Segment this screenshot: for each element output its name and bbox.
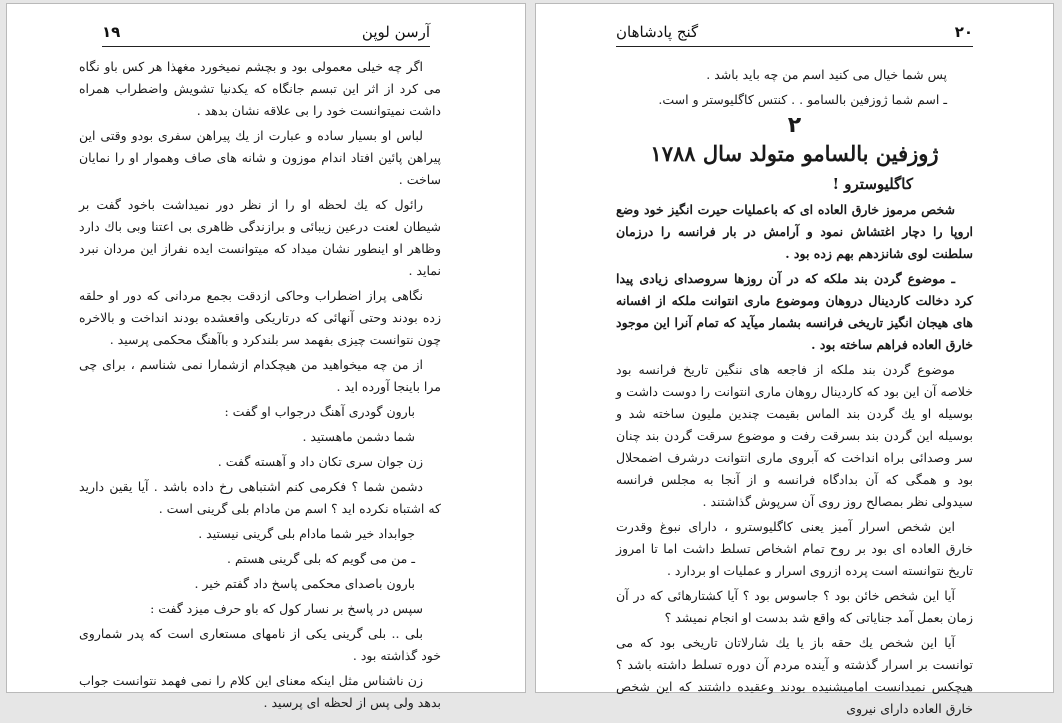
chapter-title: ژوزفین بالسامو متولد سال ۱۷۸۸ — [650, 141, 939, 166]
paragraph: نگاهی پراز اضطراب وحاکی ازدقت بجمع مردانی که دور او حلقه زده بودند وحتی آنهائی که درتاریکی واقعشده بودند انداخت و بالاخره چون نتوانست چیزی بفهمد سر بلندکرد و باآهنگ محکمی پرسید . — [79, 288, 441, 347]
right-paragraphs — [616, 199, 973, 720]
right-page-body — [616, 64, 973, 723]
right-running-title: گنج پادشاهان — [616, 23, 699, 41]
paragraph: بارون گودری آهنگ درجواب او گفت : — [224, 404, 415, 419]
paragraph: بارون باصدای محکمی پاسخ داد گفتم خیر . — [194, 576, 415, 591]
paragraph: شما دشمن ماهستید . — [302, 429, 415, 444]
paragraph: آیا این شخص یك حقه باز یا یك شارلاتان تاریخی بود که می توانست بر اسرار گذشته و آینده مردم آن دوره تسلط داشته باشد ؟ هیچکس نمیدانست امامیشنیده بودند وعقیده داشتند که این شخص خارق العاده دارای نیروی — [616, 635, 973, 716]
right-page-number: ۲۰ — [954, 23, 973, 41]
paragraph: آیا این شخص خائن بود ؟ جاسوس بود ؟ آیا کشتارهائی که در آن زمان بعمل آمد جنایاتی که واقع شد بدست او انجام نمیشد ؟ — [616, 588, 973, 625]
paragraph: ـ موضوع گردن بند ملکه که در آن روزها سروصدای زیادی پیدا کرد دخالت کاردینال دروهان وموضوع ماری انتوانت ملکه از افسانه های هیجان انگیز تاریخی فرانسه بشمار میآید که تمام آنرا این موجود خارق العاده فراهم ساخته بود . — [616, 271, 973, 352]
left-page — [6, 3, 526, 710]
section-subtitle: کاگلیوسترو ! — [832, 175, 913, 193]
paragraph: زن ناشناس مثل اینکه معنای این کلام را نمی فهمد نتوانست جواب بدهد ولی پس از لحظه ای پرسید . — [79, 673, 441, 710]
chapter-number: ۲ — [787, 113, 802, 138]
paragraph: رائول که یك لحظه او را از نظر دور نمیداشت باخود گفت بر شیطان لعنت درعین زیبائی و برازندگی ظاهری بی اعتنا وبی باك دارد وظاهر او اینطور نشان میداد که میتوانست ایده نفراز این مردان نبرد نماید . — [79, 197, 441, 278]
intro-line: پس شما خیال می کنید اسم من چه باید باشد . — [706, 67, 947, 82]
left-running-title: آرسن لوپن — [361, 23, 430, 41]
paragraph: زن جوان سری تکان داد و آهسته گفت . — [217, 454, 423, 469]
left-page-number: ۱۹ — [102, 23, 121, 41]
intro-line: ـ اسم شما ژوزفین بالسامو . . کنتس کاگلیوستر و است. — [658, 92, 947, 107]
paragraph: اگر چه خیلی معمولی بود و بچشم نمیخورد مغهذا هر کس باو نگاه می کرد از اثر این تبسم جانگاه که یکدنیا تشویش واضطراب همراه داشت نمیتوانست خود را بی علاقه نشان بدهد . — [79, 59, 441, 118]
left-page-body — [79, 56, 441, 717]
paragraph: از من چه میخواهید من هیچکدام ازشمارا نمی شناسم ، برای چی مرا باینجا آورده اید . — [79, 357, 441, 394]
paragraph: شخص مرموز خارق العاده ای که باعملیات حیرت انگیز خود وضع اروپا را دچار اغتشاش نمود و آرامش در بار فرانسه را درزمان سلطنت لوی شانزدهم بهم زده بود . — [616, 202, 973, 261]
paragraph: ـ من می گویم که بلی گرینی هستم . — [227, 551, 415, 566]
paragraph: دشمن شما ؟ فکرمی کنم اشتباهی رخ داده باشد . آیا یقین دارید که اشتباه نکرده اید ؟ اسم من مادام بلی گرینی است . — [79, 479, 441, 516]
paragraph: موضوع گردن بند ملکه از فاجعه های ننگین تاریخ فرانسه بود خلاصه آن این بود که کاردینال روهان ماری انتوانت را دوست داشت و بوسیله او یك گردن بند الماس بقیمت چندین ملیون ساخته شد و بوسیله این گردن بند بسرقت رفت و موضوع سرقت گردن بند چنان سر وصدائی براه انداخت که آبروی ماری انتوانت درشرف اضمحلال بود و همگی که آن بدادگاه فرانسه و از آنجا به مجلس فرانسه سیدولی نظر بمصالح روز روی آن سرپوش گذاشتند . — [616, 362, 973, 509]
paragraph: جوابداد خیر شما مادام بلی گرینی نیستید . — [198, 526, 415, 541]
paragraph: این شخص اسرار آمیز یعنی کاگلیوسترو ، دارای نبوغ وقدرت خارق العاده ای بود بر روح تمام اشخاص تسلط داشت اما تا امروز تاریخ نتوانسته است پرده ازروی اسرار و عملیات او بردارد . — [616, 519, 973, 578]
right-page-header — [616, 16, 973, 47]
paragraph: بلی .. بلی گرینی یکی از نامهای مستعاری است که پدر شماروی خود گذاشته بود . — [79, 626, 441, 663]
left-page-header — [102, 16, 430, 47]
paragraph: سپس در پاسخ بر نسار کول که باو حرف میزد گفت : — [150, 601, 423, 616]
right-page — [535, 3, 1054, 716]
paragraph: لباس او بسیار ساده و عبارت از یك پیراهن سفری بودو وقتی این پیراهن پائین افتاد اندام موزون و شانه های صاف وهموار او را نمایان ساخت . — [79, 128, 441, 187]
